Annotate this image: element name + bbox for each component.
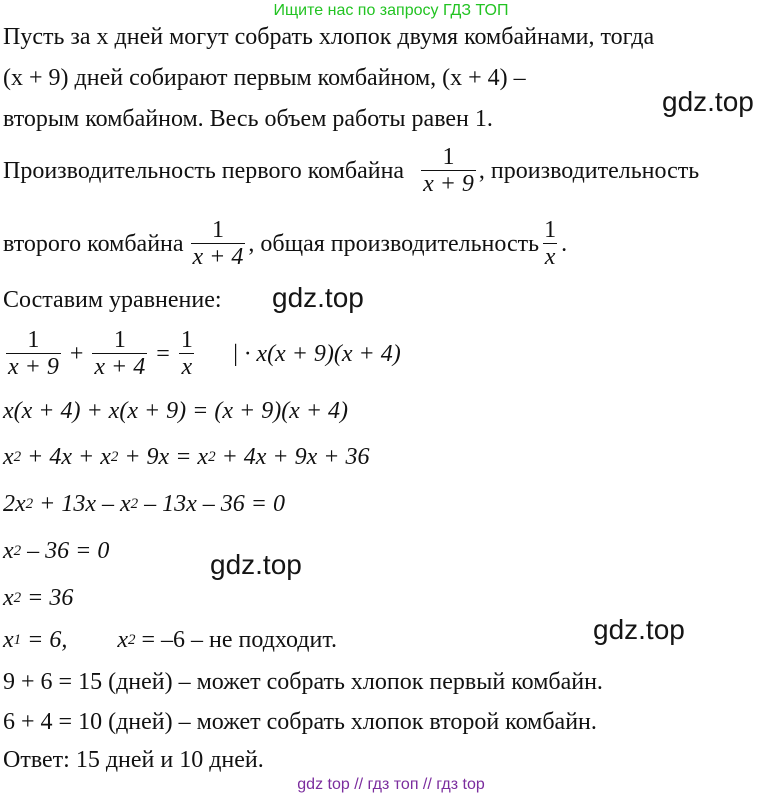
equation-text: x <box>3 444 14 470</box>
fraction-numerator: 1 <box>113 327 126 353</box>
equation-text: x <box>3 585 14 611</box>
fraction-term-3 <box>179 327 195 380</box>
fraction-denominator: x + 9 <box>8 354 59 380</box>
equation-2 <box>3 396 348 426</box>
equation-text: = –6 – не подходит. <box>135 627 338 653</box>
operator: = <box>156 340 170 367</box>
fraction-first-productivity <box>421 144 476 197</box>
text-segment: , производительность <box>478 157 700 184</box>
equation-text: + 13x – x <box>33 491 131 517</box>
equation-text: 2x <box>3 491 26 517</box>
equation-3: x 2 + 4x + x 2 + 9x = x 2 + 4x + 9x + 36 <box>3 444 370 470</box>
text-line: вторым комбайном. Весь объем работы равен 1. <box>3 106 493 132</box>
result-line-1 <box>3 667 603 697</box>
watermark: gdz.top <box>272 282 364 313</box>
text-line-5 <box>3 217 567 270</box>
text-line: 9 + 6 = 15 (дней) – может собрать хлопок первый комбайн. <box>3 669 603 695</box>
equation-1 <box>3 327 401 380</box>
result-line-2 <box>3 707 597 737</box>
text-line: Пусть за x дней могут собрать хлопок двумя комбайнами, тогда <box>3 24 655 50</box>
fraction-numerator: 1 <box>211 217 224 243</box>
fraction-denominator: x <box>544 244 556 270</box>
equation-text: = 36 <box>21 585 74 611</box>
equation-text: – 36 = 0 <box>21 538 110 564</box>
fraction-denominator: x + 4 <box>94 354 146 380</box>
text-segment: , общая производительность <box>248 230 540 257</box>
equation-4: 2x 2 + 13x – x 2 – 13x – 36 = 0 <box>3 491 286 517</box>
text-segment: Производительность первого комбайна <box>3 157 405 184</box>
fraction-second-productivity <box>191 217 246 270</box>
fraction-term-1 <box>6 327 61 380</box>
equation-5: x 2 – 36 = 0 <box>3 538 110 564</box>
equation-text: – 13x – 36 = 0 <box>138 491 286 517</box>
fraction-denominator: x <box>181 354 193 380</box>
equation-text: x <box>117 627 129 653</box>
watermark: gdz.top <box>210 549 302 580</box>
text-segment: второго комбайна <box>3 230 184 257</box>
equation-6: x 2 = 36 <box>3 585 74 611</box>
text-line: (x + 9) дней собирают первым комбайном, (x + 4) – <box>3 65 526 91</box>
text-segment: . <box>561 230 568 257</box>
equation-text: x <box>3 627 14 653</box>
fraction-numerator: 1 <box>442 144 455 170</box>
fraction-numerator: 1 <box>544 217 557 243</box>
text-line-4 <box>3 144 699 197</box>
search-banner[interactable]: Ищите нас по запросу ГДЗ ТОП <box>273 2 509 19</box>
fraction-denominator: x + 9 <box>423 171 474 197</box>
answer-text: Ответ: 15 дней и 10 дней. <box>3 747 264 773</box>
text-line: Составим уравнение: <box>3 287 222 313</box>
fraction-numerator: 1 <box>27 327 40 353</box>
fraction-numerator: 1 <box>180 327 193 353</box>
equation-text: x(x + 4) + x(x + 9) = (x + 9)(x + 4) <box>3 398 349 424</box>
multiplier-note: | · x(x + 9)(x + 4) <box>231 340 401 367</box>
equation-7: x 1 = 6, x 2 = –6 – не подходит. <box>3 627 338 653</box>
fraction-denominator: x + 4 <box>192 244 244 270</box>
equation-text: + 4x + x <box>21 444 111 470</box>
equation-text: = 6, <box>21 627 68 653</box>
equation-text: + 4x + 9x + 36 <box>215 444 370 470</box>
text-line: 6 + 4 = 10 (дней) – может собрать хлопок второй комбайн. <box>3 709 597 735</box>
operator: + <box>69 340 84 367</box>
text-line-3 <box>3 104 493 134</box>
footer-links[interactable]: gdz top // гдз топ // гдз top <box>297 776 485 793</box>
equation-text: x <box>3 538 14 564</box>
answer-line <box>3 745 264 775</box>
fraction-term-2 <box>92 327 147 380</box>
text-line-2 <box>3 63 526 93</box>
text-line-compose <box>3 285 222 315</box>
equation-text: + 9x = x <box>118 444 209 470</box>
fraction-total-productivity <box>542 217 558 270</box>
text-line-1 <box>3 22 654 52</box>
watermark: gdz.top <box>662 86 754 117</box>
watermark: gdz.top <box>593 614 685 645</box>
